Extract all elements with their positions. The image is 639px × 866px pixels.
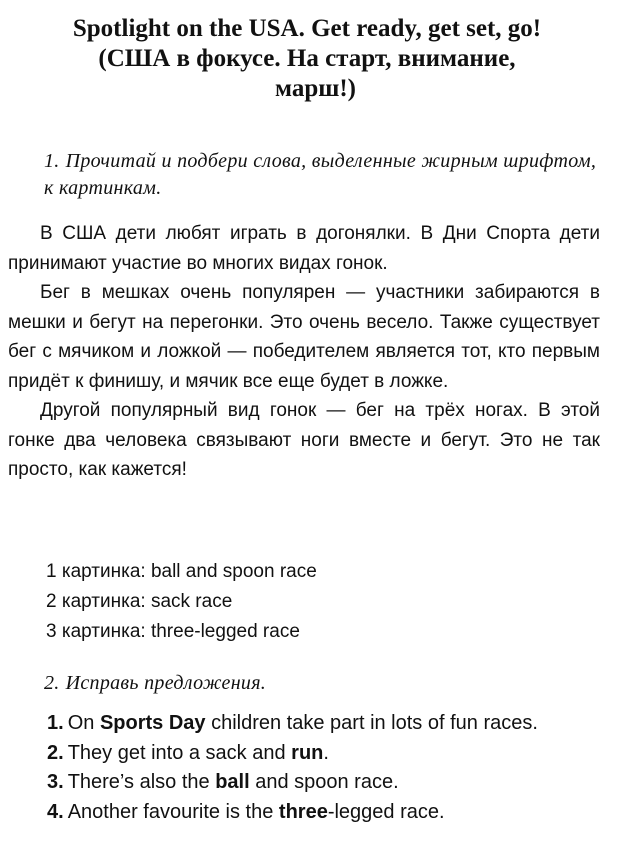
answer-item: 1 картинка: ball and spoon race — [46, 561, 317, 582]
sentence-number: 2. — [47, 741, 64, 764]
sentence-bold-word: Sports Day — [99, 712, 206, 734]
sentence-2 — [10, 739, 602, 769]
title-line-3: марш!) — [274, 75, 356, 102]
answer-item: 3 картинка: three-legged race — [46, 621, 300, 642]
task-1-number: 1. — [44, 150, 60, 172]
sentence-1 — [10, 709, 602, 739]
sentences-list — [10, 709, 602, 827]
page-title — [0, 14, 614, 104]
task-1-instruction — [44, 148, 604, 202]
sentence-number: 1. — [47, 712, 64, 734]
task-2-number: 2. — [44, 672, 60, 694]
sentence-bold-word: ball — [215, 771, 250, 793]
sentence-4 — [10, 798, 602, 828]
sentence-text: children take part in lots of fun races. — [205, 712, 538, 734]
sentence-bold-word: run — [291, 741, 324, 764]
sentence-bold-word: three — [278, 800, 328, 823]
russian-paragraph-1: В США дети любят играть в догонялки. В Дни Спорта дети принимают участие во многих видах гонок. — [8, 223, 600, 274]
sentence-text: They get into a sack and — [67, 741, 292, 764]
title-line-2: (США в фокусе. На старт, внимание, — [98, 45, 516, 72]
russian-paragraph-3: Другой популярный вид гонок — бег на трёх ногах. В этой гонке два человека связывают ноги вместе и бегут. Это не так просто, как кажется! — [8, 400, 600, 480]
task-2-text: Исправь предложения. — [65, 672, 267, 694]
sentence-number: 3. — [47, 771, 64, 793]
sentence-text: On — [67, 712, 100, 734]
sentence-text: and spoon race. — [249, 771, 399, 793]
picture-answers-list — [46, 557, 317, 647]
answer-item: 2 картинка: sack race — [46, 591, 233, 612]
sentence-text: . — [323, 741, 329, 764]
sentence-text: There’s also the — [67, 771, 216, 793]
title-line-1: Spotlight on the USA. Get ready, get set, go! — [72, 15, 542, 42]
sentence-text: Another favourite is the — [67, 800, 279, 823]
sentence-3 — [10, 768, 602, 798]
russian-paragraph-2: Бег в мешках очень популярен — участники забираются в мешки и бегут на перегонки. Это очень весело. Также существует бег с мячиком и ложкой — победителем является тот, кто первым придёт к финишу, и мячик все еще будет в ложке. — [8, 282, 600, 392]
sentence-number: 4. — [47, 800, 64, 823]
task-1-text: Прочитай и подбери слова, выделенные жирным шрифтом, к картинкам. — [44, 150, 597, 199]
task-2-instruction — [44, 670, 604, 697]
russian-passage — [8, 219, 600, 485]
sentence-text: -legged race. — [327, 800, 445, 823]
